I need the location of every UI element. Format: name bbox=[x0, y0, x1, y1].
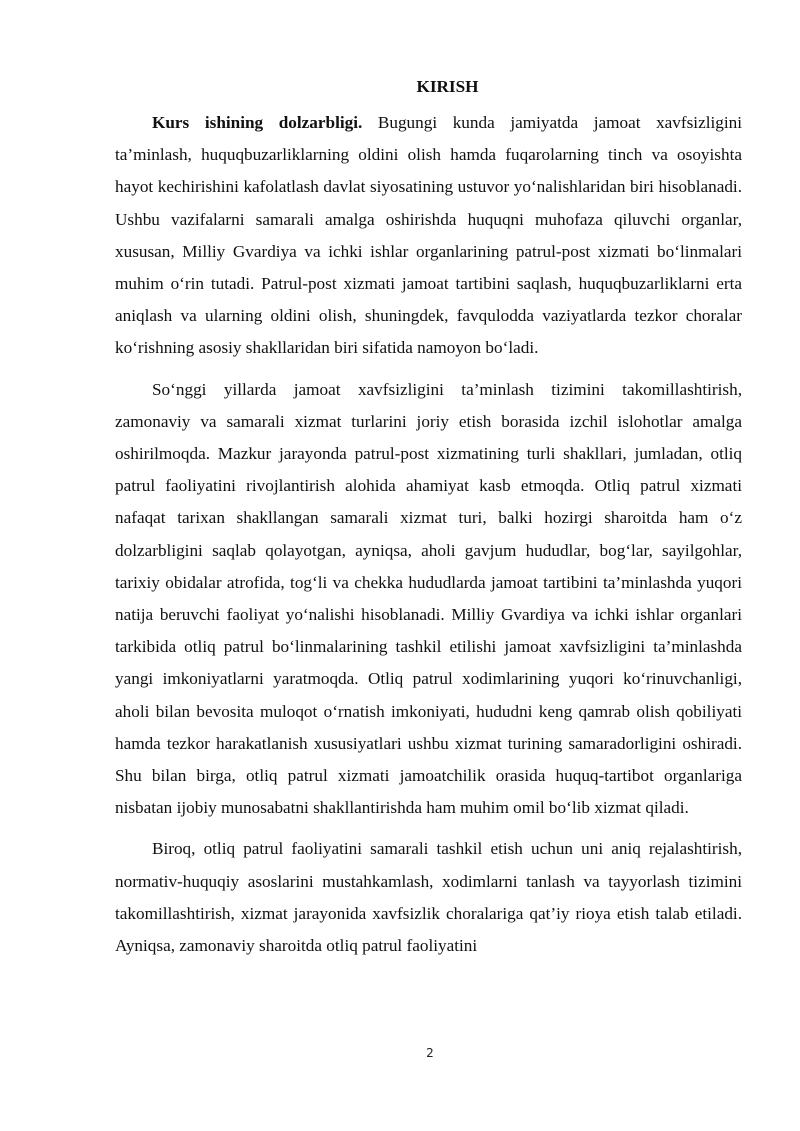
section-heading: KIRISH bbox=[416, 77, 479, 96]
paragraph-1-lead: Kurs ishining dolzarbligi. bbox=[152, 113, 363, 132]
page-number: 2 bbox=[426, 1046, 434, 1060]
paragraph-3: Biroq, otliq patrul faoliyatini samarali tashkil etish uchun uni aniq rejalashtirish, normativ-huquqiy asoslarini mustahkamlash, xodimlarni tanlash va tayyorlash tizimini takomillashtirish, xizmat jarayonida xavfsizlik choralariga qat’iy rioya etish talab etiladi. Ayniqsa, zamonaviy sharoitda otliq patrul faoliyatini bbox=[115, 839, 742, 956]
paragraph-2: So‘nggi yillarda jamoat xavfsizligini ta’minlash tizimini takomillashtirish, zamonaviy va samarali xizmat turlarini joriy etish borasida izchil islohotlar amalga oshirilmoqda. Mazkur jarayonda patrul-post xizmatining turli shakllari, jumladan, otliq patrul faoliyatini rivojlantirish alohida ahamiyat kasb etmoqda. Otliq patrul xizmati nafaqat tarixan shakllangan samarali xizmat turi, balki hozirgi sharoitda ham o‘z dolzarbligini saqlab qolayotgan, ayniqsa, aholi gavjum hududlar, bog‘lar, sayilgohlar, tarixiy obidalar atrofida, tog‘li va chekka hududlarda jamoat tartibini ta’minlashda yuqori natija beruvchi faoliyat yo‘nalishi hisoblanadi. Milliy Gvardiya va ichki ishlar organlari tarkibida otliq patrul bo‘linmalarining tashkil etilishi jamoat xavfsizligini ta’minlashda yangi imkoniyatlarni yaratmoqda. Otliq patrul xodimlarining yuqori ko‘rinuvchanligi, aholi bilan bevosita muloqot o‘rnatish imkoniyati, hududni keng qamrab olish qobiliyati hamda tezkor harakatlanish xususiyatlari ushbu xizmat turining samaradorligini oshiradi. Shu bilan birga, otliq patrul xizmati jamoatchilik orasida huquq-tartibot organlariga nisbatan ijobiy munosabatni shakllantirishda ham muhim omil bo‘lib xizmat qiladi. bbox=[115, 379, 742, 818]
paragraph-1-text: Bugungi kunda jamiyatda jamoat xavfsizligini ta’minlash, huquqbuzarliklarning oldini olish hamda fuqarolarning tinch va osoyishta hayot kechirishini kafolatlash davlat siyosatining ustuvor yo‘nalishlaridan biri hisoblanadi. Ushbu vazifalarni samarali amalga oshirishda huquqni muhofaza qiluvchi organlar, xususan, Milliy Gvardiya va ichki ishlar organlarining patrul-post xizmati bo‘linmalari muhim o‘rin tutadi. Patrul-post xizmati jamoat tartibini saqlash, huquqbuzarliklarni erta aniqlash va ularning oldini olish, shuningdek, favqulodda vaziyatlarda tezkor choralar ko‘rishning asosiy shakllaridan biri sifatida namoyon bo‘ladi. bbox=[115, 113, 742, 358]
paragraph-1 bbox=[115, 107, 742, 365]
text-block bbox=[115, 72, 742, 962]
